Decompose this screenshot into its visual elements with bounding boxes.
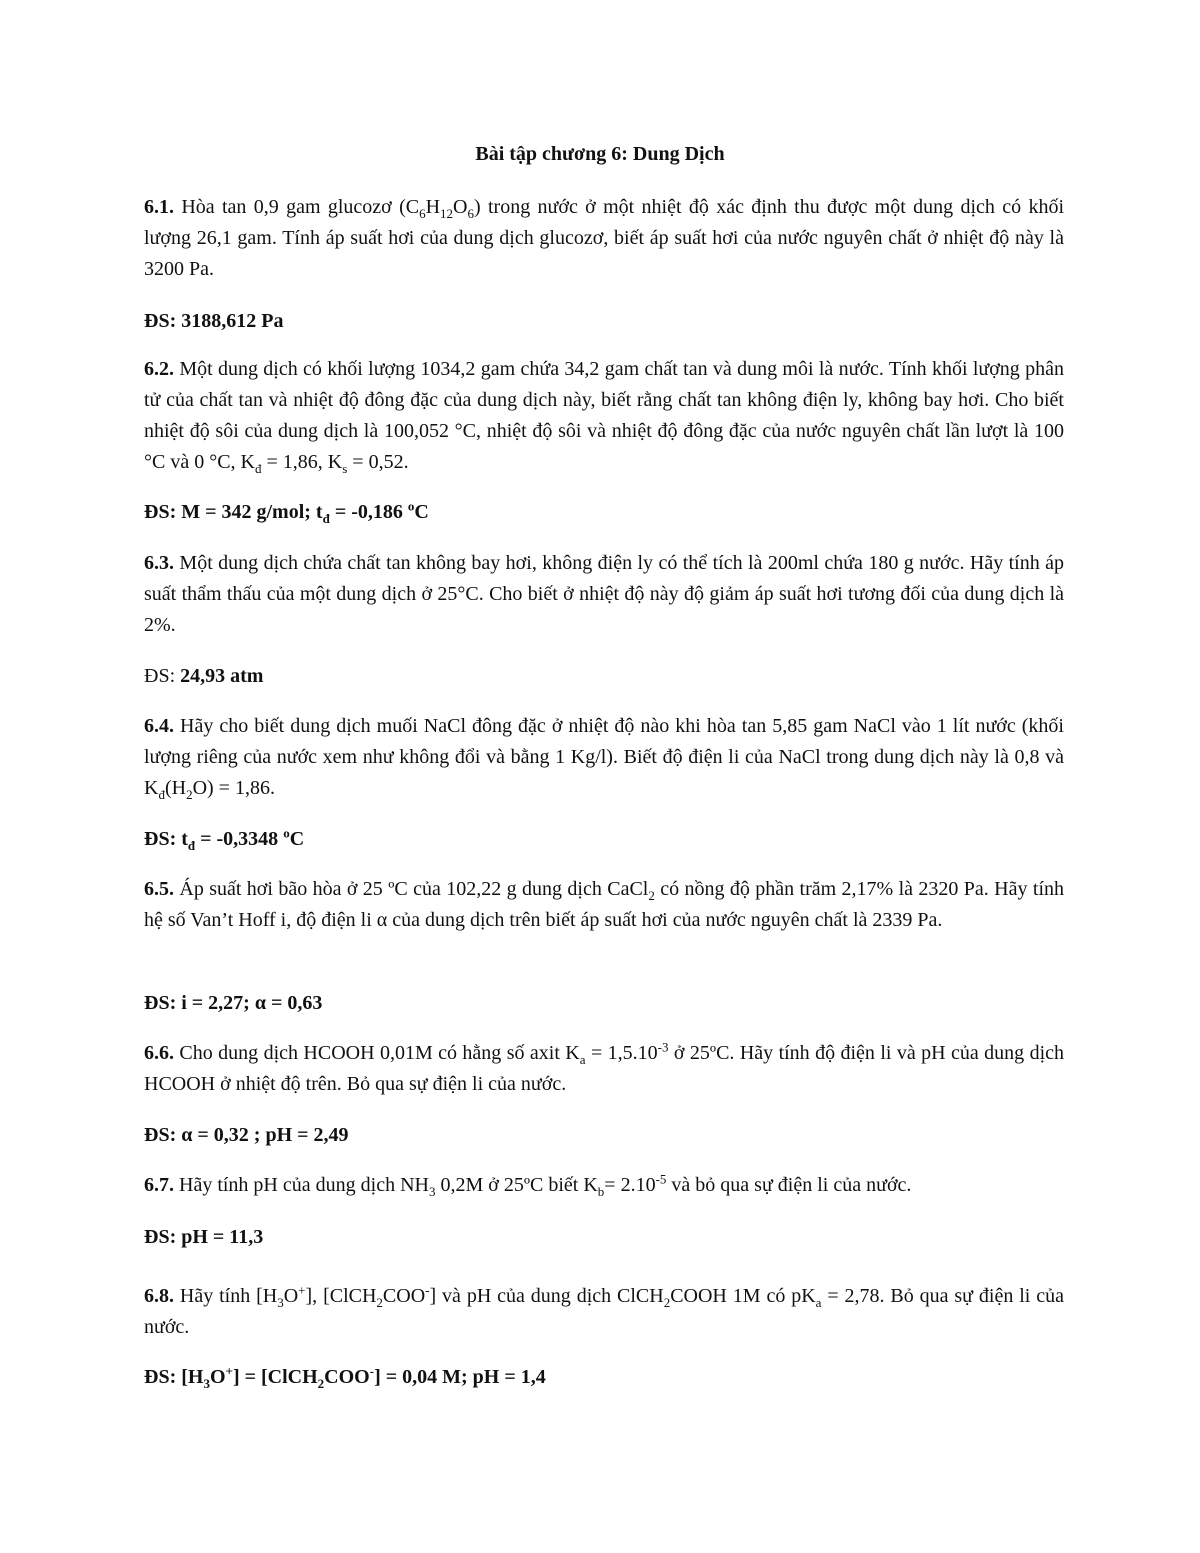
answer-6-4: ĐS: $t_đ = -0,3348$ $^o$C [144,825,305,853]
problem-6-1: 6.1. Hòa tan 0,9 gam glucozơ $(C_6H_{12}O_6)$ trong nước ở một nhiệt độ xác định thu được một dung dịch có khối lượng 26,1 gam. Tính áp suất hơi của dung dịch glucozơ, biết áp suất hơi của nước nguyên chất ở nhiệt độ này là 3200 Pa. [144,196,1065,280]
problem-number: 6.5. [144,878,174,900]
answer-6-5: ĐS: i = 2,27; α = 0,63 [144,992,323,1014]
answer-6-8: ĐS: $[H_3O^+]$ = [ClCH$_2$COO-] = 0,04 M; pH = 1,4 [144,1363,546,1391]
problem-number: 6.7. [144,1174,174,1196]
page-title: Bài tập chương 6: Dung Dịch [475,143,725,165]
problem-6-5: 6.5. Áp suất hơi bão hòa ở 25 ºC của 102,22 g dung dịch CaCl$_2$ có nồng độ phần trăm 2,17% là 2320 Pa. Hãy tính hệ số Van’t Hoff i, độ điện li α của dung dịch trên biết áp suất hơi của nước nguyên chất là 2339 Pa. [144,878,1064,931]
problem-6-7: 6.7. Hãy tính pH của dung dịch $NH_3$ 0,2M ở 25ºC biết $K_b= 2.10^{-5}$ và bỏ qua sự điện li của nước. [144,1171,912,1199]
answer-6-2: ĐS: M = 342 g/mol; $t_đ = -0,186$ $^o$C [144,498,429,526]
problem-number: 6.8. [144,1285,174,1307]
problem-number: 6.4. [144,715,174,737]
answer-6-6: ĐS: α = 0,32 ; pH = 2,49 [144,1124,349,1146]
answer-6-7: ĐS: pH = 11,3 [144,1226,264,1248]
problem-6-6: 6.6. Cho dung dịch HCOOH 0,01M có hằng số axit $K_a = 1,5.10^{-3}$ ở 25ºC. Hãy tính độ điện li và pH của dung dịch HCOOH ở nhiệt độ trên. Bỏ qua sự điện li của nước. [144,1039,1065,1095]
answer-6-1: ĐS: 3188,612 Pa [144,310,284,332]
problem-6-8: 6.8. Hãy tính $[H_3O^+]$, [ClCH$_2$COO-] và pH của dung dịch ClCH$_2$COOH 1M có $pK_a = 2,78$. Bỏ qua sự điện li của nước. [144,1282,1064,1338]
problem-number: 6.2. [144,358,174,380]
problem-number: 6.3. [144,552,174,574]
problem-6-2: 6.2. Một dung dịch có khối lượng 1034,2 gam chứa 34,2 gam chất tan và dung môi là nước. Tính khối lượng phân tử của chất tan và nhiệt độ đông đặc của dung dịch này, biết rằng chất tan không điện ly, không bay hơi. Cho biết nhiệt độ sôi của dung dịch là 100,052 °C, nhiệt độ sôi và nhiệt độ đông đặc của nước nguyên chất lần lượt là 100 °C và 0 °C, $K_đ = 1,86$, $K_s = 0,52$. [144,358,1064,476]
problem-6-4: 6.4. Hãy cho biết dung dịch muối NaCl đông đặc ở nhiệt độ nào khi hòa tan 5,85 gam NaCl vào 1 lít nước (khối lượng riêng của nước xem như không đổi và bằng 1 Kg/l). Biết độ điện li của NaCl trong dung dịch này là 0,8 và $K_đ(H_2O) = 1,86$. [144,715,1064,802]
problem-number: 6.1. [144,196,174,218]
problem-6-3: 6.3. Một dung dịch chứa chất tan không bay hơi, không điện ly có thể tích là 200ml chứa 180 g nước. Hãy tính áp suất thẩm thấu của một dung dịch ở 25°C. Cho biết ở nhiệt độ này độ giảm áp suất hơi tương đối của dung dịch là 2%. [144,552,1064,636]
answer-6-3: ĐS: 24,93 atm [144,665,264,687]
problem-number: 6.6. [144,1042,174,1064]
